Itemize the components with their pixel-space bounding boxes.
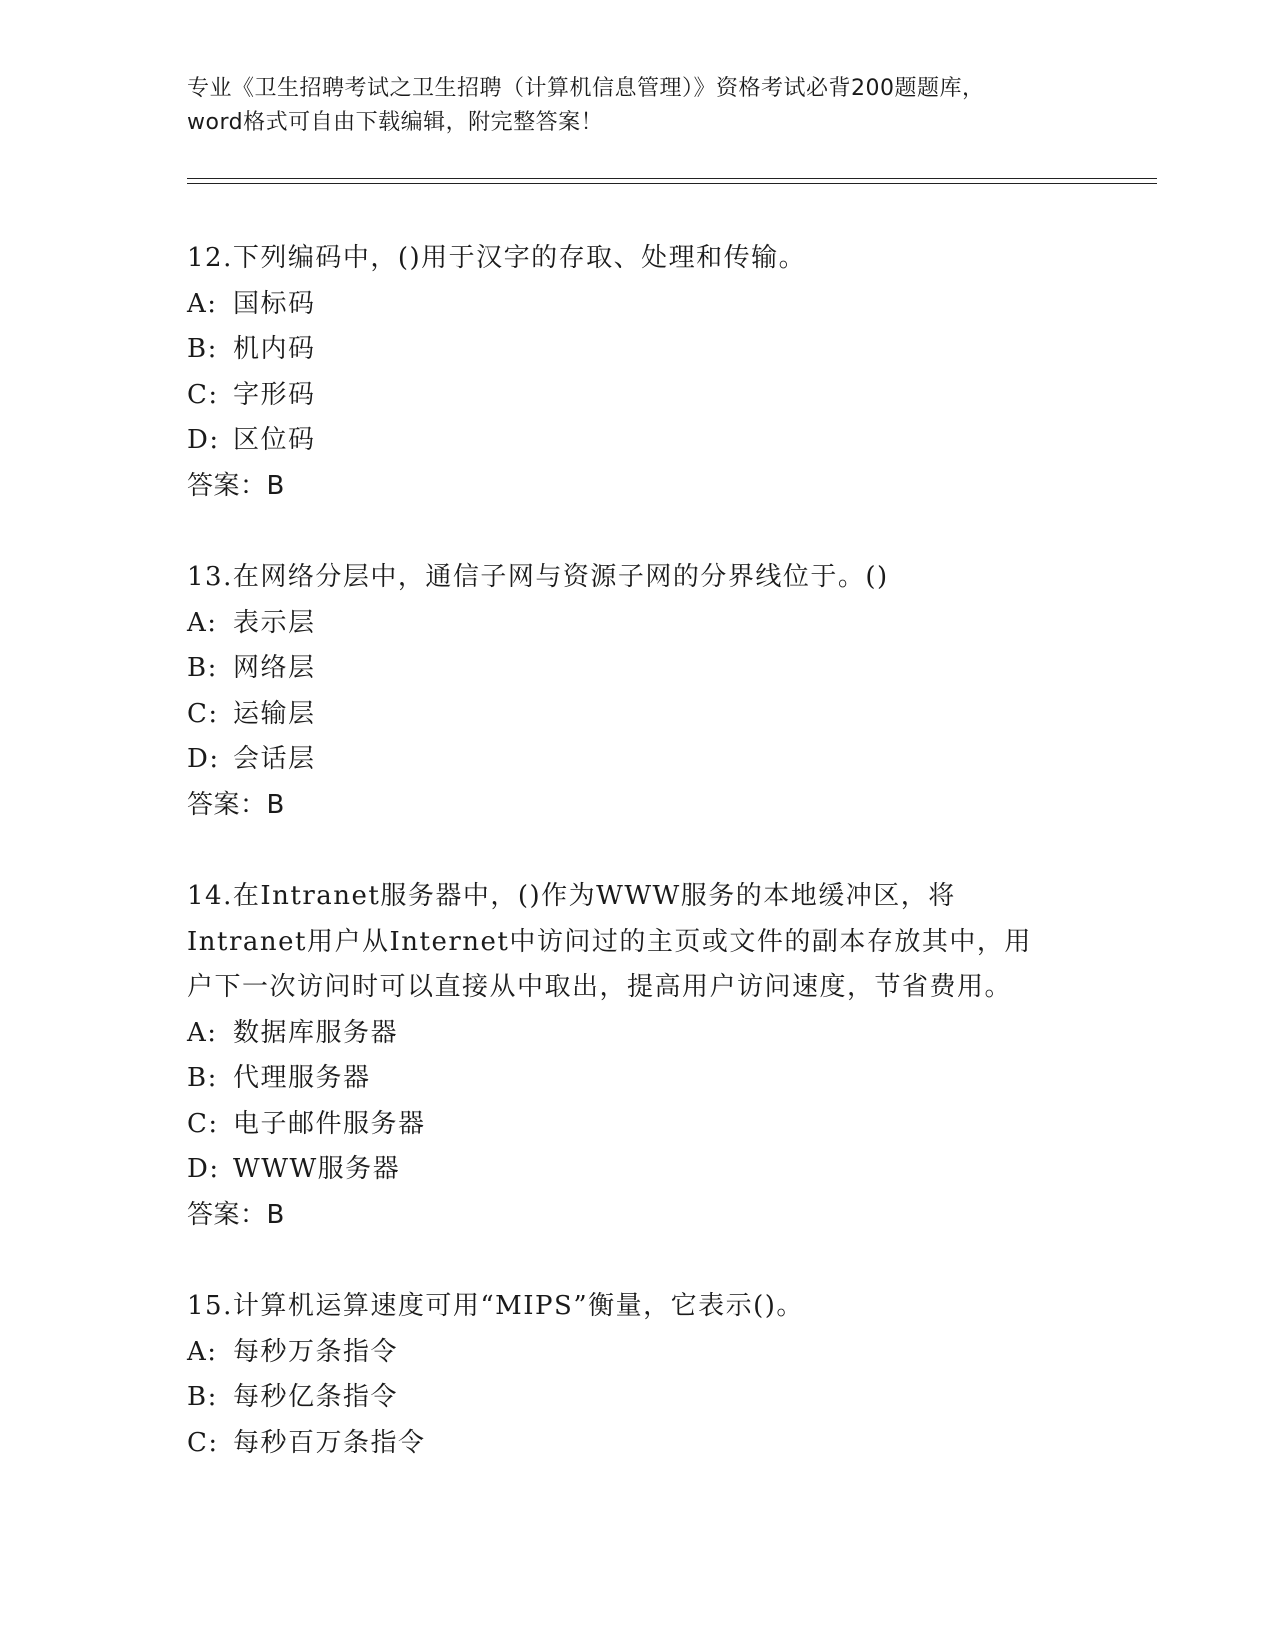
option-text: 数据库服务器	[233, 1017, 399, 1048]
option-d	[187, 737, 1157, 783]
option-text: 电子邮件服务器	[233, 1108, 426, 1139]
question-stem-line: 14.在Intranet服务器中，()作为WWW服务的本地缓冲区，将	[187, 881, 956, 911]
option-a	[187, 1011, 1157, 1057]
answer-line: 答案：B	[187, 470, 285, 501]
option-b	[187, 646, 1157, 692]
question-15	[187, 1284, 1157, 1466]
option-c	[187, 1421, 1157, 1467]
option-c	[187, 1102, 1157, 1148]
option-a	[187, 1330, 1157, 1376]
answer-line: 答案：B	[187, 789, 285, 820]
option-text: 每秒亿条指令	[233, 1382, 399, 1412]
option-b	[187, 1056, 1157, 1102]
question-12	[187, 236, 1157, 509]
option-c	[187, 692, 1157, 738]
option-letter: A:	[187, 1336, 218, 1367]
option-letter: C:	[187, 698, 219, 729]
option-letter: D:	[187, 1154, 220, 1184]
option-letter: B:	[187, 1063, 218, 1093]
option-text: 表示层	[233, 607, 316, 638]
question-list	[187, 236, 1157, 1512]
option-letter: B:	[187, 334, 218, 364]
header-divider-bottom	[187, 183, 1157, 184]
option-b	[187, 1375, 1157, 1421]
option-text: 运输层	[233, 698, 316, 729]
question-stem: 12.下列编码中，()用于汉字的存取、处理和传输。	[187, 243, 807, 273]
option-a	[187, 282, 1157, 328]
option-text: 字形码	[233, 379, 316, 410]
header-title-line-2: word格式可自由下载编辑，附完整答案！	[187, 110, 604, 135]
option-letter: C:	[187, 1108, 219, 1139]
option-text: 会话层	[233, 744, 316, 774]
question-stem-line: 户下一次访问时可以直接从中取出，提高用户访问速度，节省费用。	[187, 972, 1013, 1002]
option-letter: A:	[187, 607, 218, 638]
option-letter: D:	[187, 425, 220, 455]
answer-line: 答案：B	[187, 1199, 285, 1230]
option-letter: A:	[187, 288, 218, 319]
question-stem-line: Intranet用户从Internet中访问过的主页或文件的副本存放其中，用	[187, 926, 1032, 957]
option-letter: C:	[187, 379, 219, 410]
option-text: 机内码	[233, 334, 316, 364]
option-letter: D:	[187, 744, 220, 774]
option-text: 网络层	[233, 653, 316, 683]
option-letter: B:	[187, 653, 218, 683]
option-a	[187, 601, 1157, 647]
option-text: 每秒万条指令	[233, 1336, 399, 1367]
option-letter: B:	[187, 1382, 218, 1412]
question-stem: 15.计算机运算速度可用“MIPS”衡量，它表示()。	[187, 1291, 804, 1321]
option-b	[187, 327, 1157, 373]
question-14	[187, 874, 1157, 1238]
option-d	[187, 1147, 1157, 1193]
option-d	[187, 418, 1157, 464]
header-title-line-1: 专业《卫生招聘考试之卫生招聘（计算机信息管理）》资格考试必背200题题库，	[187, 76, 985, 101]
option-text: 代理服务器	[233, 1063, 371, 1093]
document-header	[187, 72, 1087, 140]
question-stem: 13.在网络分层中，通信子网与资源子网的分界线位于。()	[187, 562, 889, 592]
option-letter: A:	[187, 1017, 218, 1048]
option-text: WWW服务器	[233, 1154, 401, 1184]
option-letter: C:	[187, 1427, 219, 1458]
option-text: 区位码	[233, 425, 316, 455]
option-c	[187, 373, 1157, 419]
option-text: 每秒百万条指令	[233, 1427, 426, 1458]
option-text: 国标码	[233, 288, 316, 319]
header-divider-top	[187, 178, 1157, 179]
question-13	[187, 555, 1157, 828]
